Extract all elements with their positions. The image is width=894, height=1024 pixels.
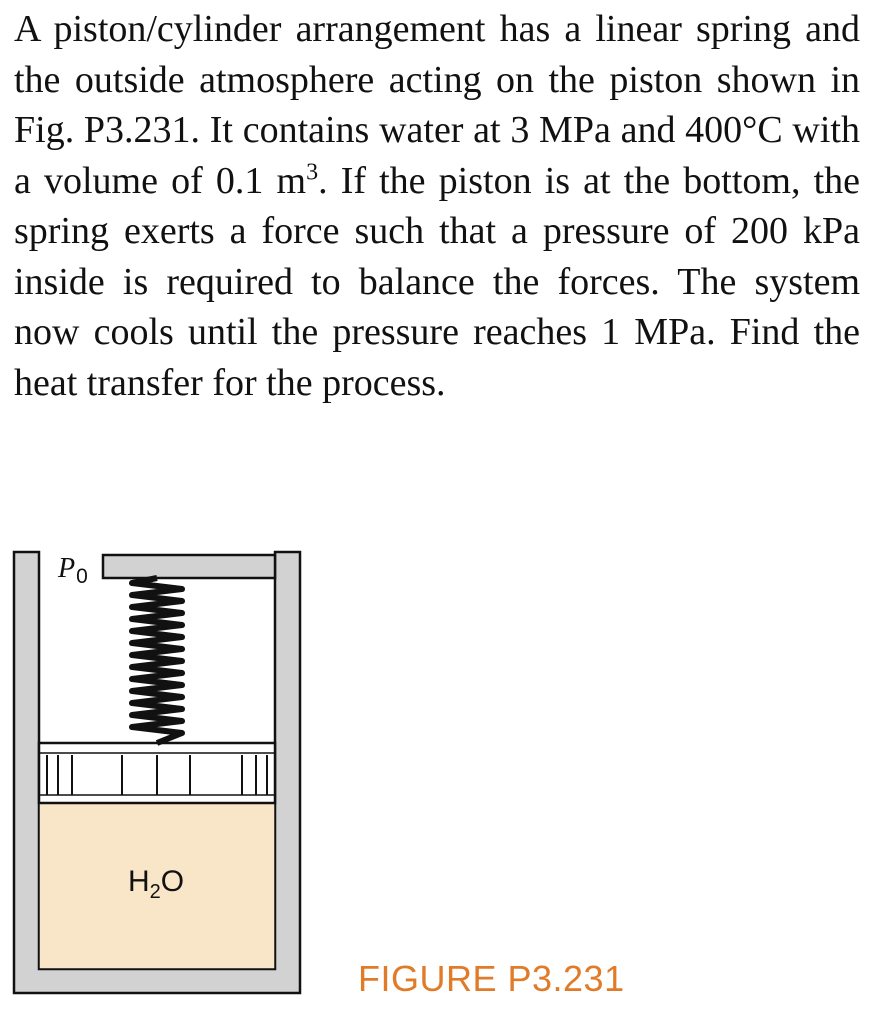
cubic-exponent: 3 <box>306 158 319 185</box>
spring-top-plate <box>103 555 275 578</box>
water-label: $H_2O$ <box>128 865 185 903</box>
problem-text-part-2: . If the piston is at the bottom, the spring exerts a force such that a pressure of 200 kPa inside is required to balance the forces. The system now cools until the pressure reaches 1 MPa. Find the heat transfer for the process. <box>14 159 860 404</box>
figure-caption: FIGURE P3.231 <box>358 958 625 999</box>
piston-cylinder-figure <box>10 545 310 1005</box>
linear-spring <box>132 578 182 743</box>
problem-text-part-1: A piston/cylinder arrangement has a linear spring and the outside atmosphere acting on the piston shown in Fig. P3.231. It contains water at 3 MPa and 400°C with a volume of 0.1 m <box>14 8 860 202</box>
problem-statement <box>14 4 860 408</box>
atmospheric-pressure-label: $P_0$ <box>58 553 88 588</box>
